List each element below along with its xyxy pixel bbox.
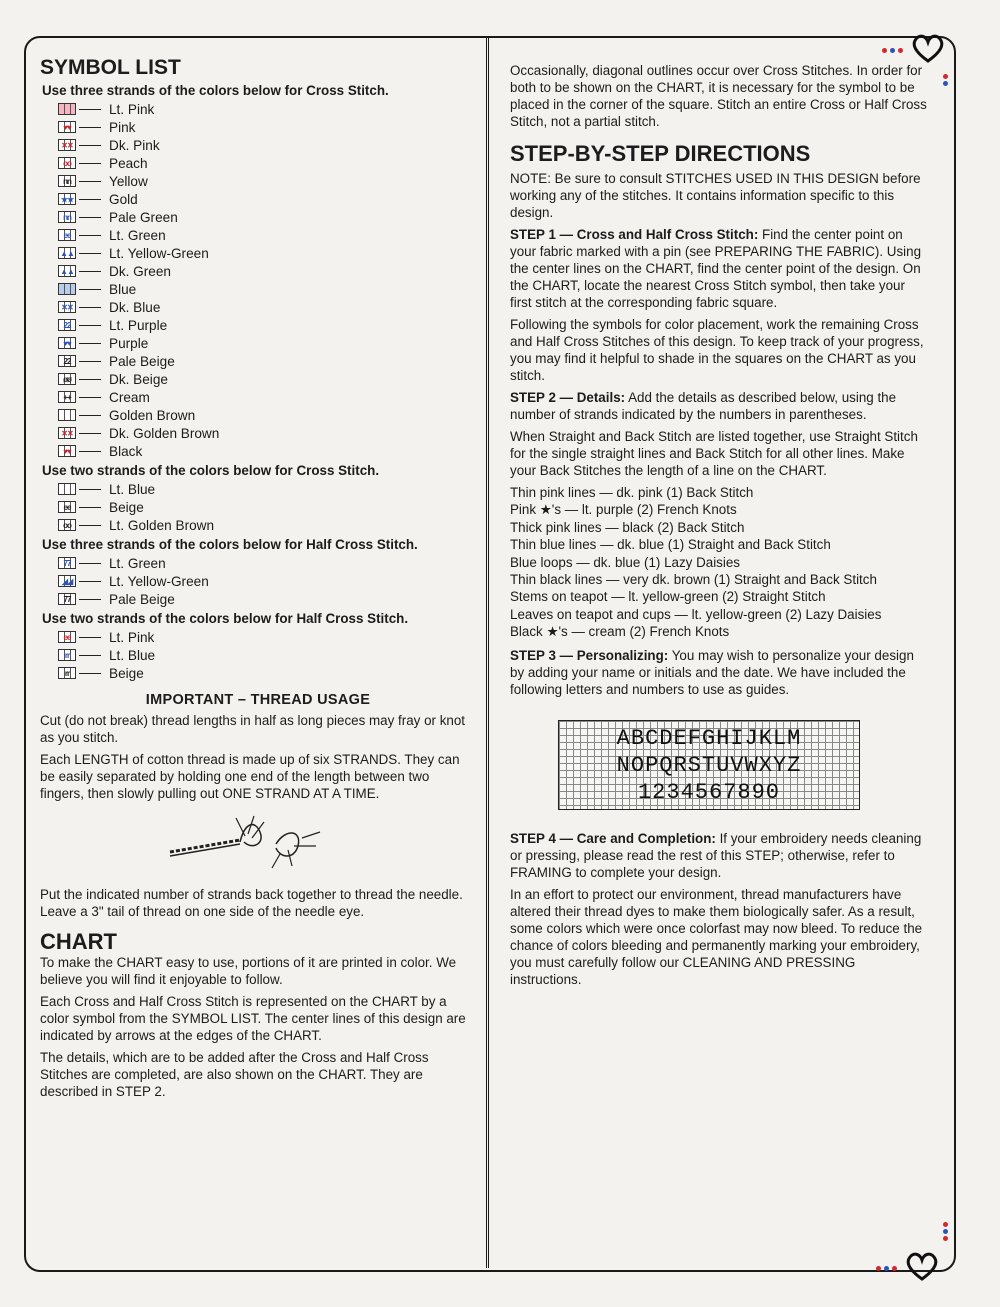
details-list: [510, 484, 930, 641]
swatch-label: Beige: [109, 665, 144, 681]
color-swatch: [58, 483, 76, 495]
swatch-label: Lt. Golden Brown: [109, 517, 215, 533]
symbol-list-item: [58, 118, 476, 136]
chart-p3: The details, which are to be added after the Cross and Half Cross Stitches are completed, are also shown on the CHART. They are described in STEP 2.: [40, 1050, 429, 1099]
color-swatch: ee: [58, 229, 76, 241]
color-swatch: ✕✕: [58, 139, 76, 151]
detail-line: Black ★'s — cream (2) French Knots: [510, 624, 730, 640]
thread-usage-p3: Put the indicated number of strands back together to thread the needle. Leave a 3" tail of thread on one side of the needle eye.: [40, 887, 463, 919]
swatch-label: Pale Beige: [109, 591, 175, 607]
swatch-label: Dk. Blue: [109, 299, 161, 315]
step1-label: STEP 1 — Cross and Half Cross Stitch:: [510, 227, 759, 242]
step2-label: STEP 2 — Details:: [510, 390, 626, 405]
note-paragraph: NOTE: Be sure to consult STITCHES USED IN THIS DESIGN before working any of the stitches. It contains information specific to this design.: [510, 171, 921, 220]
heart-corner-top: [882, 34, 946, 64]
symbol-list-item: [58, 370, 476, 388]
numbers-row: 1234567890: [637, 779, 781, 805]
symbol-list-item: [58, 316, 476, 334]
swatch-label: Yellow: [109, 173, 148, 189]
color-swatch: ♥♥: [58, 337, 76, 349]
detail-line: Stems on teapot — lt. yellow-green (2) Straight Stitch: [510, 589, 826, 605]
color-swatch: [58, 283, 76, 295]
thread-strands-illustration: [40, 812, 476, 876]
symbol-list-item: [58, 226, 476, 244]
swatch-leader-line: [79, 489, 101, 490]
swatch-label: Cream: [109, 389, 150, 405]
symbol-group-list: [58, 554, 476, 608]
detail-line: Thick pink lines — black (2) Back Stitch: [510, 519, 745, 535]
swatch-label: Pink: [109, 119, 136, 135]
swatch-leader-line: [79, 109, 101, 110]
step4-label: STEP 4 — Care and Completion:: [510, 830, 716, 846]
alphabet-chart: [558, 720, 860, 810]
swatch-leader-line: [79, 379, 101, 380]
swatch-label: Lt. Green: [109, 555, 166, 571]
color-swatch: ◢◢: [58, 575, 76, 587]
swatch-leader-line: [79, 325, 101, 326]
swatch-label: Gold: [109, 191, 138, 207]
detail-line: Thin pink lines — dk. pink (1) Back Stitch: [510, 485, 754, 500]
symbol-list-item: [58, 100, 476, 118]
swatch-label: Golden Brown: [109, 407, 196, 423]
chart-title: CHART: [40, 929, 117, 954]
symbol-list-item: [58, 154, 476, 172]
step1-paragraph-2: Following the symbols for color placement, work the remaining Cross and Half Cross Stitches of this design. To keep track of your progress, you may find it helpful to shade in the squares on the CHART as you stitch.: [510, 317, 924, 383]
swatch-leader-line: [79, 271, 101, 272]
color-swatch: ♥♥: [58, 121, 76, 133]
swatch-label: Lt. Pink: [109, 629, 155, 645]
swatch-label: Peach: [109, 155, 148, 171]
alphabet-row-1: ABCDEFGHIJKLM: [616, 725, 802, 751]
swatch-leader-line: [79, 397, 101, 398]
color-swatch: [58, 103, 76, 115]
symbol-list-item: [58, 136, 476, 154]
symbol-list-item: [58, 498, 476, 516]
symbol-list-item: [58, 628, 476, 646]
symbol-list-item: [58, 298, 476, 316]
thread-usage-p2: Each LENGTH of cotton thread is made up of six STRANDS. They can be easily separated by holding one end of the length between two fingers, then slowly pulling out ONE STRAND AT A TIME.: [40, 752, 460, 801]
swatch-leader-line: [79, 637, 101, 638]
symbol-list-item: [58, 516, 476, 534]
symbol-list-item: [58, 208, 476, 226]
color-swatch: nn: [58, 175, 76, 187]
step3-text: You may wish to personalize your design by adding your name or initials and the date. We have included the following letters and numbers to use as guides.: [510, 647, 914, 697]
heart-icon: [910, 34, 946, 64]
swatch-leader-line: [79, 451, 101, 452]
alphabet-row-2: NOPQRSTUVWXYZ: [616, 752, 802, 778]
symbol-group-heading: Use three strands of the colors below for Cross Stitch.: [42, 83, 389, 98]
swatch-leader-line: [79, 307, 101, 308]
color-swatch: ++: [58, 391, 76, 403]
swatch-label: Lt. Purple: [109, 317, 168, 333]
swatch-leader-line: [79, 361, 101, 362]
thread-usage-title: IMPORTANT – THREAD USAGE: [145, 692, 371, 708]
color-swatch: [58, 409, 76, 421]
color-swatch: rr: [58, 649, 76, 661]
dots-right-bottom: [943, 1220, 949, 1243]
symbol-list-item: [58, 352, 476, 370]
swatch-leader-line: [79, 163, 101, 164]
symbol-list-item: [58, 480, 476, 498]
step3-label: STEP 3 — Personalizing:: [510, 647, 669, 663]
dots-right-top: [943, 72, 949, 88]
color-swatch: 22: [58, 355, 76, 367]
symbol-list-title: SYMBOL LIST: [40, 56, 181, 79]
swatch-leader-line: [79, 673, 101, 674]
swatch-label: Lt. Pink: [109, 101, 155, 117]
swatch-label: Lt. Yellow-Green: [109, 573, 209, 589]
heart-icon: [904, 1252, 940, 1282]
symbol-groups: [40, 82, 476, 682]
symbol-list-item: [58, 244, 476, 262]
chart-p2: Each Cross and Half Cross Stitch is represented on the CHART by a color symbol from the SYMBOL LIST. The center lines of this design are indicated by arrows at the edges of the CHART.: [40, 994, 466, 1043]
color-swatch: nn: [58, 211, 76, 223]
color-swatch: ✕✕: [58, 301, 76, 313]
step4-paragraph: [510, 830, 930, 881]
symbol-list-item: [58, 334, 476, 352]
step2-paragraph-2: When Straight and Back Stitch are listed together, use Straight Stitch for the single straight lines and Back Stitch for all other lines. Make your Back Stitches the length of a line on the CHART.: [510, 429, 918, 478]
swatch-label: Dk. Pink: [109, 137, 160, 153]
symbol-group-list: [58, 480, 476, 534]
column-divider: [486, 38, 490, 1268]
swatch-leader-line: [79, 253, 101, 254]
color-swatch: rr: [58, 667, 76, 679]
swatch-leader-line: [79, 127, 101, 128]
detail-line: Leaves on teapot and cups — lt. yellow-green (2) Lazy Daisies: [510, 606, 882, 622]
swatch-label: Dk. Beige: [109, 371, 168, 387]
swatch-leader-line: [79, 343, 101, 344]
swatch-label: Lt. Blue: [109, 481, 156, 497]
color-swatch: 22: [58, 319, 76, 331]
swatch-label: Beige: [109, 499, 144, 515]
swatch-leader-line: [79, 145, 101, 146]
swatch-leader-line: [79, 433, 101, 434]
swatch-leader-line: [79, 235, 101, 236]
swatch-label: Dk. Green: [109, 263, 171, 279]
symbol-list-item: [58, 406, 476, 424]
step1-text: Find the center point on your fabric marked with a pin (see PREPARING THE FABRIC). Using the center lines on the CHART, find the center point of the design. On the CHART, locate the nearest Cross Stitch symbol, then take your first stitch at the corresponding fabric square.: [510, 227, 922, 310]
color-swatch: ♥♥: [58, 445, 76, 457]
swatch-leader-line: [79, 217, 101, 218]
detail-line: Pink ★'s — lt. purple (2) French Knots: [510, 502, 737, 518]
chart-p1: To make the CHART easy to use, portions of it are printed in color. We believe you will find it enjoyable to follow.: [40, 955, 457, 987]
symbol-group-list: [58, 100, 476, 460]
swatch-label: Pale Green: [109, 209, 178, 225]
color-swatch: oo: [58, 519, 76, 531]
left-column: [40, 56, 476, 1105]
swatch-label: Lt. Blue: [109, 647, 156, 663]
swatch-leader-line: [79, 199, 101, 200]
swatch-label: Lt. Green: [109, 227, 166, 243]
symbol-list-item: [58, 190, 476, 208]
color-swatch: 77: [58, 593, 76, 605]
step3-paragraph: [510, 647, 930, 698]
symbol-list-item: [58, 442, 476, 460]
symbol-group-heading: Use two strands of the colors below for Half Cross Stitch.: [42, 611, 409, 626]
step4-paragraph-2: In an effort to protect our environment, thread manufacturers have altered their thread dyes to make them biologically safer. As a result, some colors which were once colorfast may now bleed. To reduce the chance of colors bleeding and permanently marking your embroidery, you must carefully follow our CLEANING AND PRESSING instructions.: [510, 886, 923, 987]
step1-paragraph: [510, 226, 930, 311]
swatch-label: Lt. Yellow-Green: [109, 245, 209, 261]
color-swatch: oo: [58, 157, 76, 169]
swatch-label: Dk. Golden Brown: [109, 425, 220, 441]
step-by-step-title: STEP-BY-STEP DIRECTIONS: [510, 141, 811, 166]
swatch-leader-line: [79, 507, 101, 508]
color-swatch: 77: [58, 557, 76, 569]
swatch-label: Blue: [109, 281, 137, 297]
symbol-list-item: [58, 172, 476, 190]
step2-text: Add the details as described below, using the number of strands indicated by the numbers in parentheses.: [510, 390, 897, 422]
symbol-list-item: [58, 424, 476, 442]
color-swatch: ▲▲: [58, 247, 76, 259]
symbol-list-item: [58, 262, 476, 280]
step4-text: If your embroidery needs cleaning or pressing, please read the rest of this STEP; otherwise, refer to FRAMING to complete your design.: [510, 830, 922, 880]
detail-line: Thin blue lines — dk. blue (1) Straight and Back Stitch: [510, 537, 831, 553]
symbol-list-item: [58, 572, 476, 590]
swatch-leader-line: [79, 289, 101, 290]
detail-line: Thin black lines — very dk. brown (1) Straight and Back Stitch: [510, 572, 877, 588]
color-swatch: ee: [58, 501, 76, 513]
right-column: [510, 62, 930, 993]
symbol-group-heading: Use three strands of the colors below for Half Cross Stitch.: [42, 537, 418, 552]
symbol-list-item: [58, 664, 476, 682]
symbol-list-item: [58, 388, 476, 406]
swatch-leader-line: [79, 415, 101, 416]
color-swatch: ▲▲: [58, 265, 76, 277]
symbol-group-list: [58, 628, 476, 682]
color-swatch: ✕✕: [58, 427, 76, 439]
symbol-list-item: [58, 646, 476, 664]
swatch-label: Purple: [109, 335, 149, 351]
swatch-leader-line: [79, 599, 101, 600]
intro-paragraph: Occasionally, diagonal outlines occur over Cross Stitches. In order for both to be shown on the CHART, it is necessary for the symbol to be placed in the corner of the square. Stitch an entire Cross or Half Cross Stitch, not a partial stitch.: [510, 63, 927, 129]
swatch-label: Black: [109, 443, 143, 459]
symbol-list-item: [58, 590, 476, 608]
heart-corner-bottom: [876, 1252, 940, 1282]
detail-line: Blue loops — dk. blue (1) Lazy Daisies: [510, 554, 740, 570]
swatch-leader-line: [79, 563, 101, 564]
swatch-leader-line: [79, 181, 101, 182]
symbol-list-item: [58, 554, 476, 572]
symbol-list-item: [58, 280, 476, 298]
thread-usage-p1: Cut (do not break) thread lengths in half as long pieces may fray or knot as you stitch.: [40, 713, 466, 745]
color-swatch: ee: [58, 631, 76, 643]
swatch-label: Pale Beige: [109, 353, 175, 369]
color-swatch: øø: [58, 373, 76, 385]
color-swatch: ★★: [58, 193, 76, 205]
step2-paragraph: [510, 389, 930, 423]
symbol-group-heading: Use two strands of the colors below for Cross Stitch.: [42, 463, 380, 478]
swatch-leader-line: [79, 655, 101, 656]
swatch-leader-line: [79, 525, 101, 526]
swatch-leader-line: [79, 581, 101, 582]
